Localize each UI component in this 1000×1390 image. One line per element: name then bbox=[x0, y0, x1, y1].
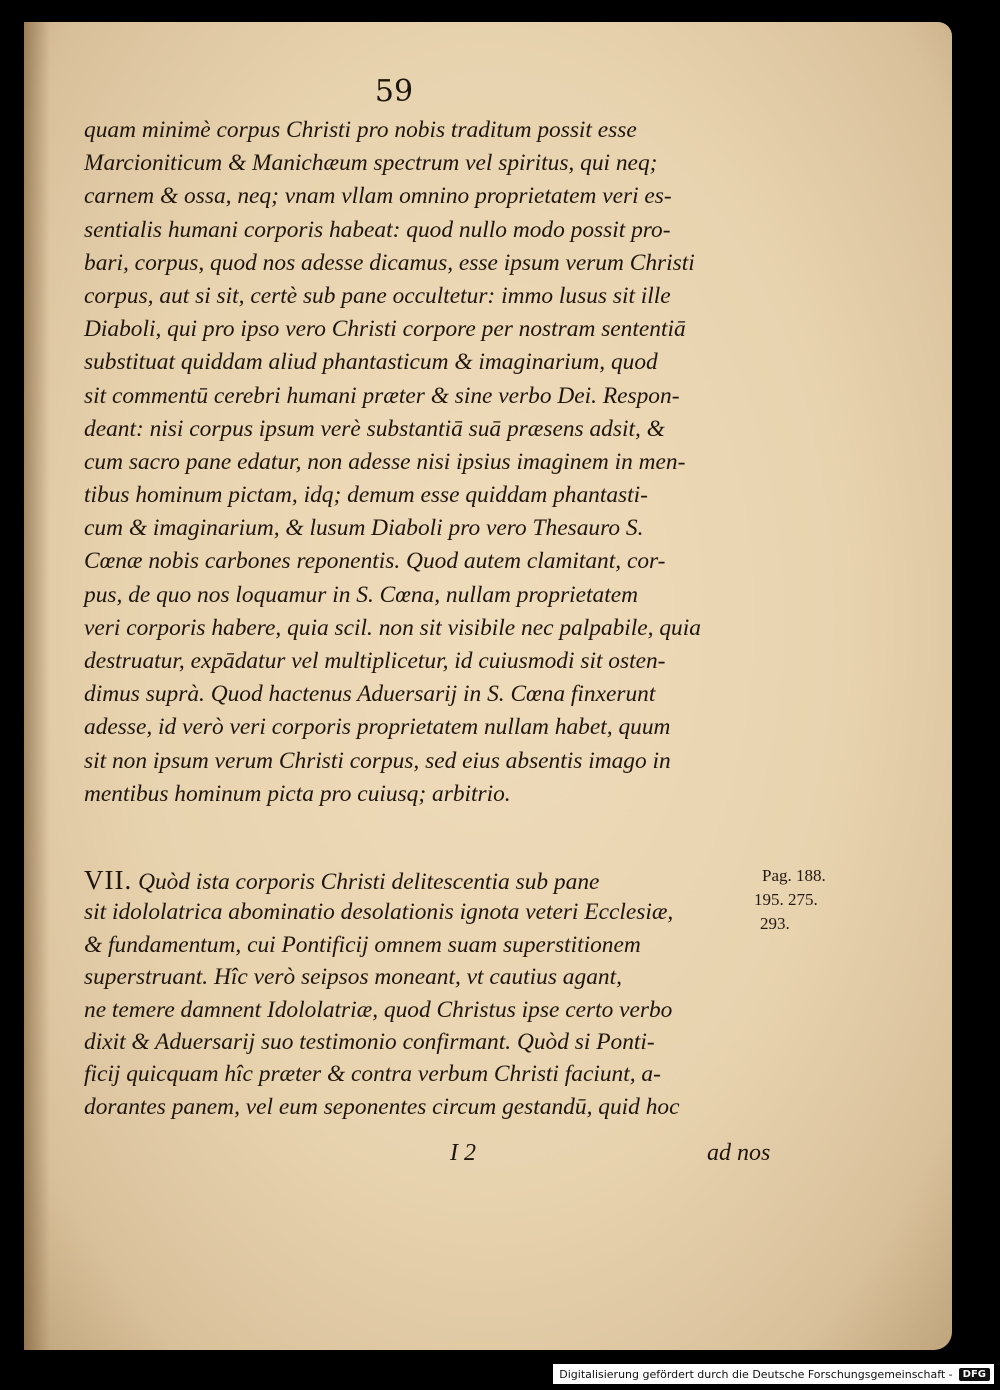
signature-mark: I 2 bbox=[450, 1140, 476, 1166]
text-line: pus, de quo nos loquamur in S. Cœna, nullam proprietatem bbox=[84, 581, 639, 608]
paragraph-2 bbox=[84, 864, 784, 1123]
text-line: dorantes panem, vel eum seponentes circum gestandū, quid hoc bbox=[84, 1093, 680, 1120]
text-line: cum sacro pane edatur, non adesse nisi ipsius imaginem in men- bbox=[84, 448, 686, 475]
book-page bbox=[24, 22, 952, 1350]
text-line: Diaboli, qui pro ipso vero Christi corpore per nostram sententiā bbox=[84, 316, 686, 343]
dfg-logo: DFG bbox=[959, 1368, 990, 1381]
marginal-notes bbox=[754, 864, 864, 936]
text-line: Cœnæ nobis carbones reponentis. Quod autem clamitant, cor- bbox=[84, 548, 666, 575]
text-line: quam minimè corpus Christi pro nobis traditum possit esse bbox=[84, 117, 637, 143]
text-line: superstruant. Hîc verò seipsos moneant, vt cautius agant, bbox=[84, 964, 622, 991]
text-line: sit commentū cerebri humani præter & sine verbo Dei. Respon- bbox=[84, 382, 680, 409]
text-line: carnem & ossa, neq; vnam vllam omnino proprietatem veri es- bbox=[84, 183, 672, 210]
text-line: deant: nisi corpus ipsum verè substantiā suā præsens adsit, & bbox=[84, 415, 665, 442]
text-line: adesse, id verò veri corporis proprietatem nullam habet, quum bbox=[84, 714, 671, 741]
text-line: corpus, aut si sit, certè sub pane occultetur: immo lusus sit ille bbox=[84, 282, 671, 309]
banner-text: Digitalisierung gefördert durch die Deutsche Forschungsgemeinschaft - bbox=[559, 1367, 953, 1381]
text-line: tibus hominum pictam, idq; demum esse quiddam phantasti- bbox=[84, 482, 648, 509]
text-line: ne temere damnent Idololatriæ, quod Christus ipse certo verbo bbox=[84, 996, 673, 1023]
marginal-note: 293. bbox=[760, 914, 790, 933]
text-line: Marcioniticum & Manichæum spectrum vel spiritus, qui neq; bbox=[84, 150, 658, 177]
text-line: sit idololatrica abominatio desolationis ignota veteri Ecclesiæ, bbox=[84, 899, 674, 926]
text-line: dimus suprà. Quod hactenus Aduersarij in S. Cœna finxerunt bbox=[84, 681, 656, 708]
text-line: & fundamentum, cui Pontificij omnem suam superstitionem bbox=[84, 931, 641, 958]
catchword: ad nos bbox=[707, 1140, 771, 1166]
text-line: cum & imaginarium, & lusum Diaboli pro vero Thesauro S. bbox=[84, 515, 644, 542]
section-number: VII. bbox=[84, 865, 133, 895]
paragraph-1 bbox=[84, 114, 794, 811]
paragraph-2-first-line bbox=[84, 864, 784, 896]
marginal-note: Pag. 188. bbox=[762, 866, 826, 885]
text-line: ficij quicquam hîc præter & contra verbum Christi faciunt, a- bbox=[84, 1061, 661, 1088]
paragraph-2-first-text: Quòd ista corporis Christi delitescentia sub pane bbox=[138, 869, 600, 895]
text-line: destruatur, expādatur vel multiplicetur, id cuiusmodi sit osten- bbox=[84, 648, 666, 674]
text-line: bari, corpus, quod nos adesse dicamus, esse ipsum verum Christi bbox=[84, 249, 695, 276]
marginal-note: 195. 275. bbox=[754, 890, 818, 909]
text-line: sit non ipsum verum Christi corpus, sed eius absentis imago in bbox=[84, 747, 671, 774]
text-line: sentialis humani corporis habeat: quod nullo modo possit pro- bbox=[84, 216, 671, 243]
funding-banner bbox=[553, 1364, 994, 1384]
text-line: substituat quiddam aliud phantasticum & imaginarium, quod bbox=[84, 349, 658, 376]
text-line: veri corporis habere, quia scil. non sit visibile nec palpabile, quia bbox=[84, 614, 701, 641]
text-line: mentibus hominum picta pro cuiusq; arbitrio. bbox=[84, 780, 511, 807]
text-line: dixit & Aduersarij suo testimonio confirmant. Quòd si Ponti- bbox=[84, 1028, 655, 1055]
page-number: 59 bbox=[374, 74, 414, 109]
